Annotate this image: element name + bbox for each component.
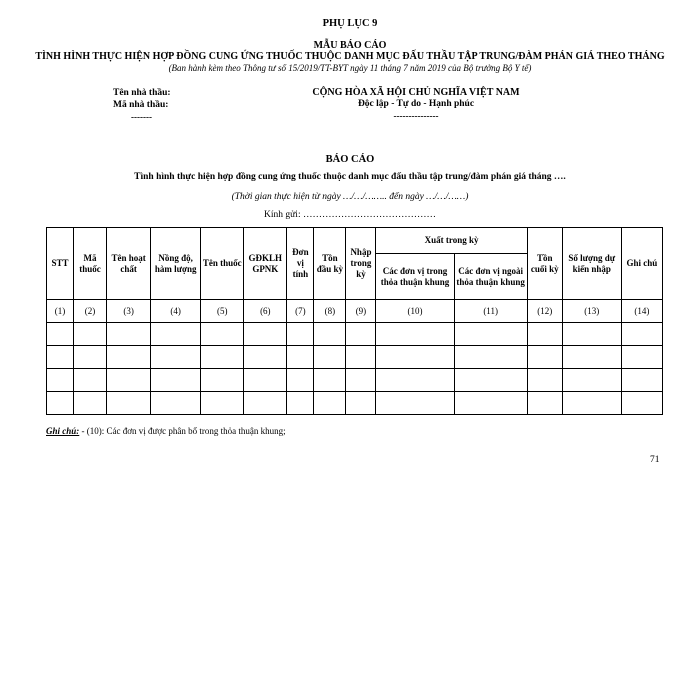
table-cell	[287, 369, 314, 392]
table-cell	[107, 323, 151, 346]
form-subtitle: TÌNH HÌNH THỰC HIỆN HỢP ĐỒNG CUNG ỨNG THUỐC THUỘC DANH MỤC ĐẤU THẦU TẬP TRUNG/ĐÀM PHÁN GIÁ THEO THÁNG	[35, 51, 665, 62]
issued-note: (Ban hành kèm theo Thông tư số 15/2019/TT-BYT ngày 11 tháng 7 năm 2019 của Bộ trưởng Bộ Y tế)	[168, 63, 532, 73]
table-cell	[244, 392, 287, 415]
table-cell	[107, 346, 151, 369]
table-row	[47, 369, 663, 392]
column-number: (7)	[287, 300, 314, 323]
table-cell	[621, 346, 662, 369]
column-number: (12)	[527, 300, 562, 323]
header-drug-code: Mã thuốc	[74, 228, 107, 300]
page-number: 71	[650, 455, 660, 465]
column-number: (1)	[47, 300, 74, 323]
table-cell	[47, 392, 74, 415]
table-cell	[562, 392, 621, 415]
header-stt: STT	[47, 228, 74, 300]
table-cell	[244, 369, 287, 392]
header-strength: Nồng độ, hàm lượng	[151, 228, 201, 300]
table-cell	[314, 392, 346, 415]
table-cell	[151, 346, 201, 369]
table-cell	[244, 346, 287, 369]
column-number: (8)	[314, 300, 346, 323]
table-cell	[74, 346, 107, 369]
table-cell	[376, 346, 454, 369]
table-cell	[346, 323, 376, 346]
form-title: MẪU BÁO CÁO	[313, 40, 387, 51]
table-cell	[287, 323, 314, 346]
table-cell	[454, 392, 527, 415]
header-expected-import: Số lượng dự kiến nhập	[562, 228, 621, 300]
column-number: (10)	[376, 300, 454, 323]
header-exported-out: Các đơn vị ngoài thỏa thuận khung	[454, 254, 527, 300]
table-cell	[151, 369, 201, 392]
table-cell	[527, 323, 562, 346]
table-cell	[454, 346, 527, 369]
table-cell	[562, 323, 621, 346]
table-cell	[74, 369, 107, 392]
table-cell	[151, 392, 201, 415]
header-drug-name: Tên thuốc	[201, 228, 244, 300]
table-cell	[376, 323, 454, 346]
table-cell	[562, 346, 621, 369]
report-heading: BÁO CÁO	[325, 154, 375, 165]
table-cell	[346, 369, 376, 392]
table-cell	[527, 369, 562, 392]
table-cell	[314, 323, 346, 346]
appendix-title: PHỤ LỤC 9	[322, 18, 378, 29]
table-cell	[201, 323, 244, 346]
header-exported-in: Các đơn vị trong thỏa thuận khung	[376, 254, 454, 300]
table-cell	[47, 346, 74, 369]
table-row	[47, 323, 663, 346]
table-cell	[201, 346, 244, 369]
nation-motto: Độc lập - Tự do - Hạnh phúc	[357, 99, 475, 109]
table-cell	[74, 392, 107, 415]
column-number: (13)	[562, 300, 621, 323]
column-number: (14)	[621, 300, 662, 323]
report-subject: Tình hình thực hiện hợp đồng cung ứng thuốc thuộc danh mục đấu thầu tập trung/đàm phán giá tháng ….	[134, 172, 566, 182]
table-cell	[107, 369, 151, 392]
contractor-divider: -------	[131, 112, 152, 122]
report-table	[46, 227, 663, 415]
table-cell	[287, 346, 314, 369]
header-registration: GĐKLH GPNK	[244, 228, 287, 300]
table-cell	[201, 392, 244, 415]
table-cell	[346, 392, 376, 415]
column-number-row	[47, 300, 663, 323]
report-recipient: Kính gửi: ……………………………………	[264, 210, 436, 220]
table-cell	[244, 323, 287, 346]
table-cell	[376, 392, 454, 415]
table-cell	[454, 369, 527, 392]
table-cell	[527, 392, 562, 415]
table-cell	[47, 369, 74, 392]
header-opening-stock: Tồn đầu kỳ	[314, 228, 346, 300]
column-number: (9)	[346, 300, 376, 323]
column-number: (3)	[107, 300, 151, 323]
table-cell	[621, 323, 662, 346]
column-number: (4)	[151, 300, 201, 323]
table-cell	[527, 346, 562, 369]
table-cell	[151, 323, 201, 346]
header-unit: Đơn vị tính	[287, 228, 314, 300]
column-number: (5)	[201, 300, 244, 323]
footnote-label: Ghi chú:	[46, 426, 80, 436]
contractor-code-label: Mã nhà thầu:	[113, 100, 169, 110]
table-row	[47, 346, 663, 369]
table-cell	[74, 323, 107, 346]
table-cell	[314, 369, 346, 392]
header-imported: Nhập trong kỳ	[346, 228, 376, 300]
table-cell	[287, 392, 314, 415]
table-cell	[107, 392, 151, 415]
contractor-name-label: Tên nhà thầu:	[113, 88, 171, 98]
table-cell	[201, 369, 244, 392]
header-active-ingredient: Tên hoạt chất	[107, 228, 151, 300]
header-remarks: Ghi chú	[621, 228, 662, 300]
nation-name: CỘNG HÒA XÃ HỘI CHỦ NGHĨA VIỆT NAM	[312, 87, 520, 98]
footnote	[46, 426, 286, 436]
footnote-text: - (10): Các đơn vị được phân bổ trong thỏa thuận khung;	[79, 426, 286, 436]
column-number: (2)	[74, 300, 107, 323]
column-number: (6)	[244, 300, 287, 323]
table-cell	[454, 323, 527, 346]
table-row	[47, 392, 663, 415]
report-period: (Thời gian thực hiện từ ngày …/…/…….. đến ngày …/…/……)	[231, 192, 469, 202]
table-cell	[346, 346, 376, 369]
column-number: (11)	[454, 300, 527, 323]
table-cell	[621, 392, 662, 415]
header-closing-stock: Tồn cuối kỳ	[527, 228, 562, 300]
table-cell	[621, 369, 662, 392]
nation-divider: ---------------	[393, 111, 439, 121]
table-cell	[47, 323, 74, 346]
table-cell	[376, 369, 454, 392]
header-exported-group: Xuất trong kỳ	[376, 228, 527, 254]
table-cell	[314, 346, 346, 369]
table-cell	[562, 369, 621, 392]
